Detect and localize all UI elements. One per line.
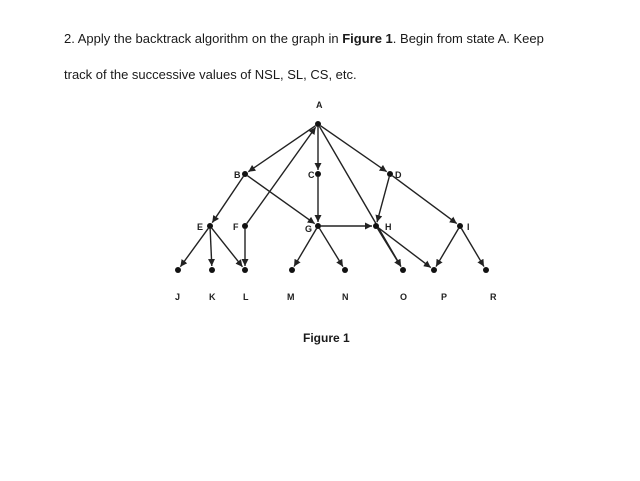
edge-i-p <box>436 229 458 267</box>
node-l <box>242 267 248 273</box>
node-i <box>457 223 463 229</box>
node-n <box>342 267 348 273</box>
node-label-p: P <box>441 292 448 302</box>
edge-f-a <box>247 127 316 223</box>
node-k <box>209 267 215 273</box>
edge-g-n <box>320 229 343 267</box>
node-label-o: O <box>400 292 408 302</box>
node-a <box>315 121 321 127</box>
node-c <box>315 171 321 177</box>
node-label-d: D <box>395 170 402 180</box>
node-r <box>483 267 489 273</box>
graph-edges <box>180 126 484 268</box>
node-o <box>400 267 406 273</box>
edge-e-j <box>180 228 208 266</box>
node-label-l: L <box>243 292 249 302</box>
edge-e-k <box>210 229 212 266</box>
graph-labels <box>175 100 497 302</box>
node-label-r: R <box>490 292 497 302</box>
node-label-e: E <box>197 222 204 232</box>
edge-b-g <box>247 176 314 224</box>
node-g <box>315 223 321 229</box>
node-label-k: K <box>209 292 216 302</box>
node-label-g: G <box>305 224 313 234</box>
node-label-i: I <box>467 222 470 232</box>
edge-a-d <box>320 126 386 172</box>
edge-d-i <box>392 176 456 224</box>
graph-nodes <box>175 121 489 273</box>
edge-h-o <box>378 229 401 267</box>
node-label-c: C <box>308 170 315 180</box>
node-b <box>242 171 248 177</box>
question-text-2: . Begin from state A. Keep <box>392 31 544 46</box>
node-label-h: H <box>385 222 392 232</box>
node-label-j: J <box>175 292 181 302</box>
figure-reference: Figure 1 <box>342 31 393 46</box>
node-j <box>175 267 181 273</box>
node-label-m: M <box>287 292 295 302</box>
edge-g-m <box>294 229 316 267</box>
node-label-n: N <box>342 292 349 302</box>
node-label-f: F <box>233 222 239 232</box>
edge-e-l <box>212 228 243 267</box>
edge-i-r <box>462 229 484 267</box>
node-m <box>289 267 295 273</box>
edge-h-p <box>378 228 430 268</box>
edge-a-b <box>248 126 315 172</box>
node-h <box>373 223 379 229</box>
node-p <box>431 267 437 273</box>
node-d <box>387 171 393 177</box>
figure-caption: Figure 1 <box>303 331 350 345</box>
node-f <box>242 223 248 229</box>
node-e <box>207 223 213 229</box>
edge-d-h <box>377 177 389 222</box>
node-label-b: B <box>234 170 241 180</box>
question-text-1: 2. Apply the backtrack algorithm on the graph in <box>64 31 343 46</box>
question-line-2: track of the successive values of NSL, SL, CS, etc. <box>64 67 357 82</box>
node-label-a: A <box>316 100 323 110</box>
edge-b-e <box>212 176 243 222</box>
